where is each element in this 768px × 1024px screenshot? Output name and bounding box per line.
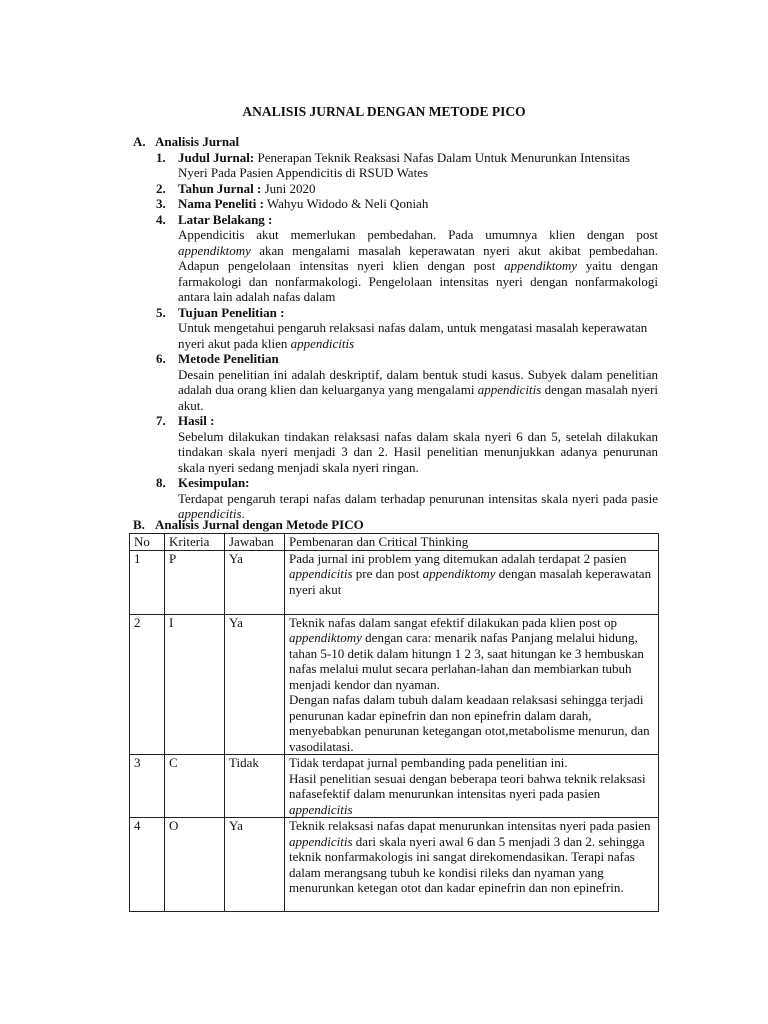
page-title: ANALISIS JURNAL DENGAN METODE PICO [242, 104, 526, 119]
section-a-letter: A. [133, 134, 146, 149]
item-number: 5. [156, 304, 166, 320]
section-b-heading [133, 517, 658, 533]
header-no: No [130, 534, 165, 551]
item-label: Tujuan Penelitian : [178, 304, 285, 320]
item-peneliti [133, 196, 658, 212]
table-row [130, 550, 659, 614]
item-label: Tahun Jurnal : [178, 180, 262, 196]
item-judul [133, 150, 658, 181]
section-a-title: Analisis Jurnal [155, 134, 240, 149]
cell-no: 1 [130, 550, 165, 614]
item-label: Latar Belakang : [178, 211, 273, 227]
header-kriteria: Kriteria [165, 534, 225, 551]
table-row [130, 614, 659, 755]
section-b-letter: B. [133, 517, 145, 532]
item-paragraph: Appendicitis akut memerlukan pembedahan. Pada umumnya klien dengan post appendiktomy akan mengalami masalah keperawatan nyeri akut akibat pembedahan. Adapun pengelolaan intensitas nyeri klien dengan post appendiktomy yaitu dengan farmakologi dan nonfarmakologi. Pengelolaan intensitas nyeri dengan nonfarmakologi antara lain adalah nafas dalam [178, 227, 658, 304]
item-label: Hasil : [178, 413, 215, 428]
cell-no: 3 [130, 755, 165, 818]
item-metode [133, 351, 658, 413]
section-a-heading [133, 134, 658, 150]
pico-table [129, 533, 659, 912]
item-number: 4. [156, 211, 166, 227]
item-hasil [133, 413, 658, 475]
item-label: Judul Jurnal: [178, 149, 255, 165]
cell-pembenaran: Teknik nafas dalam sangat efektif dilakukan pada klien post op appendiktomy dengan cara: menarik nafas Panjang melalui hidung, tahan 5-10 detik dalam hitungn 1 2 3, saat hitungan ke 3 hembuskan nafas melalui mulut secara perlahan-lahan dan membiarkan tubuh menjadi kendor dan nyaman. Dengan nafas dalam tubuh dalam keadaan relaksasi sehingga terjadi penurunan kadar epinefrin dan non epinefrin dalam darah, menyebabkan penurunan ketegangan otot,metabolisme menurun, dan vasodilatasi. [285, 614, 659, 755]
item-paragraph: Untuk mengetahui pengaruh relaksasi nafas dalam, untuk mengatasi masalah keperawatan nyeri akut pada klien appendicitis [178, 320, 648, 351]
item-label: Metode Penelitian [178, 351, 279, 366]
header-pembenaran: Pembenaran dan Critical Thinking [285, 534, 659, 551]
cell-pembenaran: Pada jurnal ini problem yang ditemukan adalah terdapat 2 pasien appendicitis pre dan post appendiktomy dengan masalah keperawatan nyeri akut [285, 550, 659, 614]
section-b-title: Analisis Jurnal dengan Metode PICO [155, 517, 364, 532]
item-number: 8. [156, 475, 166, 490]
item-text: Penerapan Teknik Reaksasi Nafas Dalam Untuk Menurunkan Intensitas Nyeri Pada Pasien Appendicitis di RSUD Wates [178, 149, 630, 180]
item-kesimpulan [133, 475, 658, 522]
cell-pembenaran: Teknik relaksasi nafas dapat menurunkan intensitas nyeri pada pasien appendicitis dari skala nyeri awal 6 dan 5 menjadi 3 dan 2. sehingga teknik nonfarmakologis ini sangat direkomendasikan. Terapi nafas dalam merangsang tubuh ke kondisi rileks dan nyaman yang menurunkan ketegan otot dan kadar epinefrin dan non epinefrin. [285, 818, 659, 912]
item-number: 3. [156, 196, 166, 211]
item-text: Juni 2020 [261, 180, 316, 196]
cell-jawaban: Tidak [225, 755, 285, 818]
cell-kriteria: O [165, 818, 225, 912]
cell-kriteria: I [165, 614, 225, 755]
table-row [130, 818, 659, 912]
item-number: 1. [156, 149, 166, 165]
cell-jawaban: Ya [225, 818, 285, 912]
cell-kriteria: C [165, 755, 225, 818]
item-latar-belakang [133, 212, 658, 305]
section-pico [133, 517, 658, 533]
cell-no: 2 [130, 614, 165, 755]
cell-jawaban: Ya [225, 614, 285, 755]
table-row [130, 755, 659, 818]
analysis-list [133, 150, 658, 522]
item-paragraph: Sebelum dilakukan tindakan relaksasi nafas dalam skala nyeri 6 dan 5, setelah dilakukan tindakan skala nyeri menjadi 3 dan 2. Hasil penelitian menunjukkan adanya penurunan skala nyeri sedang menjadi skala nyeri ringan. [178, 428, 658, 475]
item-number: 6. [156, 351, 166, 366]
item-tujuan [133, 305, 658, 352]
item-text: Wahyu Widodo & Neli Qoniah [263, 196, 429, 211]
item-paragraph: Desain penelitian ini adalah deskriptif, dalam bentuk studi kasus. Subyek dalam penelitian adalah dua orang klien dan keluarganya yang mengalami appendicitis dengan masalah nyeri akut. [178, 366, 659, 413]
cell-pembenaran: Tidak terdapat jurnal pembanding pada penelitian ini. Hasil penelitian sesuai dengan beberapa teori bahwa teknik relaksasi nafasefektif dalam menurunkan intensitas nyeri pada pasien appendicitis [285, 755, 659, 818]
cell-no: 4 [130, 818, 165, 912]
header-jawaban: Jawaban [225, 534, 285, 551]
item-tahun [133, 181, 658, 197]
item-number: 7. [156, 413, 166, 428]
section-analisis-jurnal [133, 134, 658, 522]
cell-jawaban: Ya [225, 550, 285, 614]
item-label: Kesimpulan: [178, 475, 250, 490]
cell-kriteria: P [165, 550, 225, 614]
item-label: Nama Peneliti : [178, 196, 264, 211]
table-header-row [130, 534, 659, 551]
item-number: 2. [156, 180, 166, 196]
item-paragraph: Terdapat pengaruh terapi nafas dalam terhadap penurunan intensitas skala nyeri pada pasie appendicitis. [178, 490, 658, 521]
